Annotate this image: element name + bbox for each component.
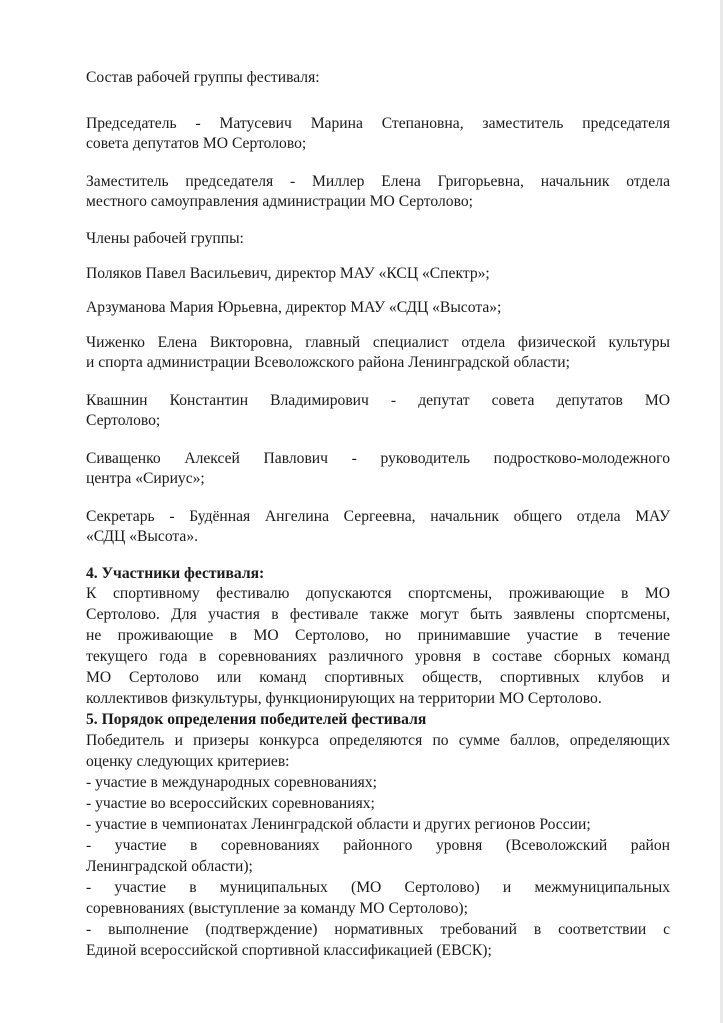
member-3-line-1: Чиженко Елена Викторовна, главный специалист отдела физической культуры	[86, 334, 670, 351]
criteria-item-4-line-1: - участие в соревнованиях районного уровня (Всеволожский район	[86, 837, 670, 854]
criteria-item-5-line-2: соревнованиях (выступление за команду МО Сертолово);	[86, 900, 468, 917]
member-5-line-2: центра «Сириус»;	[86, 470, 205, 487]
criteria-item-6-line-1: - выполнение (подтверждение) нормативных требований в соответствии с	[86, 921, 670, 938]
secretary-line-1: Секретарь - Будённая Ангелина Сергеевна, начальник общего отдела МАУ	[86, 508, 670, 525]
document-page	[86, 0, 670, 1023]
criteria-item-4-line-2: Ленинградской области);	[86, 858, 253, 875]
criteria-item-1: - участие в международных соревнованиях;	[86, 774, 377, 791]
deputy-line-1: Заместитель председателя - Миллер Елена Григорьевна, начальник отдела	[86, 173, 670, 190]
member-3-line-2: и спорта администрации Всеволожского района Ленинградской области;	[86, 354, 570, 371]
section-4-line-3: не проживающие в МО Сертолово, но принимавшие участие в течение	[86, 627, 670, 644]
member-1: Поляков Павел Васильевич, директор МАУ «КСЦ «Спектр»;	[86, 265, 490, 282]
section-5-intro-1: Победитель и призеры конкурса определяются по сумме баллов, определяющих	[86, 732, 670, 749]
member-2: Арзуманова Мария Юрьевна, директор МАУ «СДЦ «Высота»;	[86, 299, 502, 316]
secretary-line-2: «СДЦ «Высота».	[86, 528, 199, 545]
section-4-line-5: МО Сертолово или команд спортивных обществ, спортивных клубов и	[86, 669, 670, 686]
chairman-line-2: совета депутатов МО Сертолово;	[86, 135, 307, 152]
criteria-item-3: - участие в чемпионатах Ленинградской области и других регионов России;	[86, 816, 591, 833]
section-4-line-2: Сертолово. Для участия в фестивале также могут быть заявлены спортсмены,	[86, 606, 670, 623]
section-4-line-4: текущего года в соревнованиях различного уровня в составе сборных команд	[86, 648, 670, 665]
section-4-line-1: К спортивному фестивалю допускаются спортсмены, проживающие в МО	[86, 585, 670, 602]
member-5-line-1: Сиващенко Алексей Павлович - руководитель подростково-молодежного	[86, 450, 670, 467]
criteria-item-2: - участие во всероссийских соревнованиях;	[86, 795, 375, 812]
criteria-item-6-line-2: Единой всероссийской спортивной классификацией (ЕВСК);	[86, 942, 492, 959]
member-4-line-2: Сертолово;	[86, 412, 161, 429]
section-5-heading: 5. Порядок определения победителей фестиваля	[86, 711, 427, 728]
criteria-item-5-line-1: - участие в муниципальных (МО Сертолово) и межмуниципальных	[86, 879, 670, 896]
members-title: Члены рабочей группы:	[86, 230, 244, 247]
section-4-heading: 4. Участники фестиваля:	[86, 565, 265, 582]
deputy-line-2: местного самоуправления администрации МО Сертолово;	[86, 193, 473, 210]
section-5-intro-2: оценку следующих критериев:	[86, 753, 290, 770]
member-4-line-1: Квашнин Константин Владимирович - депутат совета депутатов МО	[86, 392, 670, 409]
chairman-line-1: Председатель - Матусевич Марина Степановна, заместитель председателя	[86, 115, 670, 132]
group-title: Состав рабочей группы фестиваля:	[86, 69, 320, 86]
section-4-line-6: коллективов физкультуры, функционирующих на территории МО Сертолово.	[86, 690, 602, 707]
